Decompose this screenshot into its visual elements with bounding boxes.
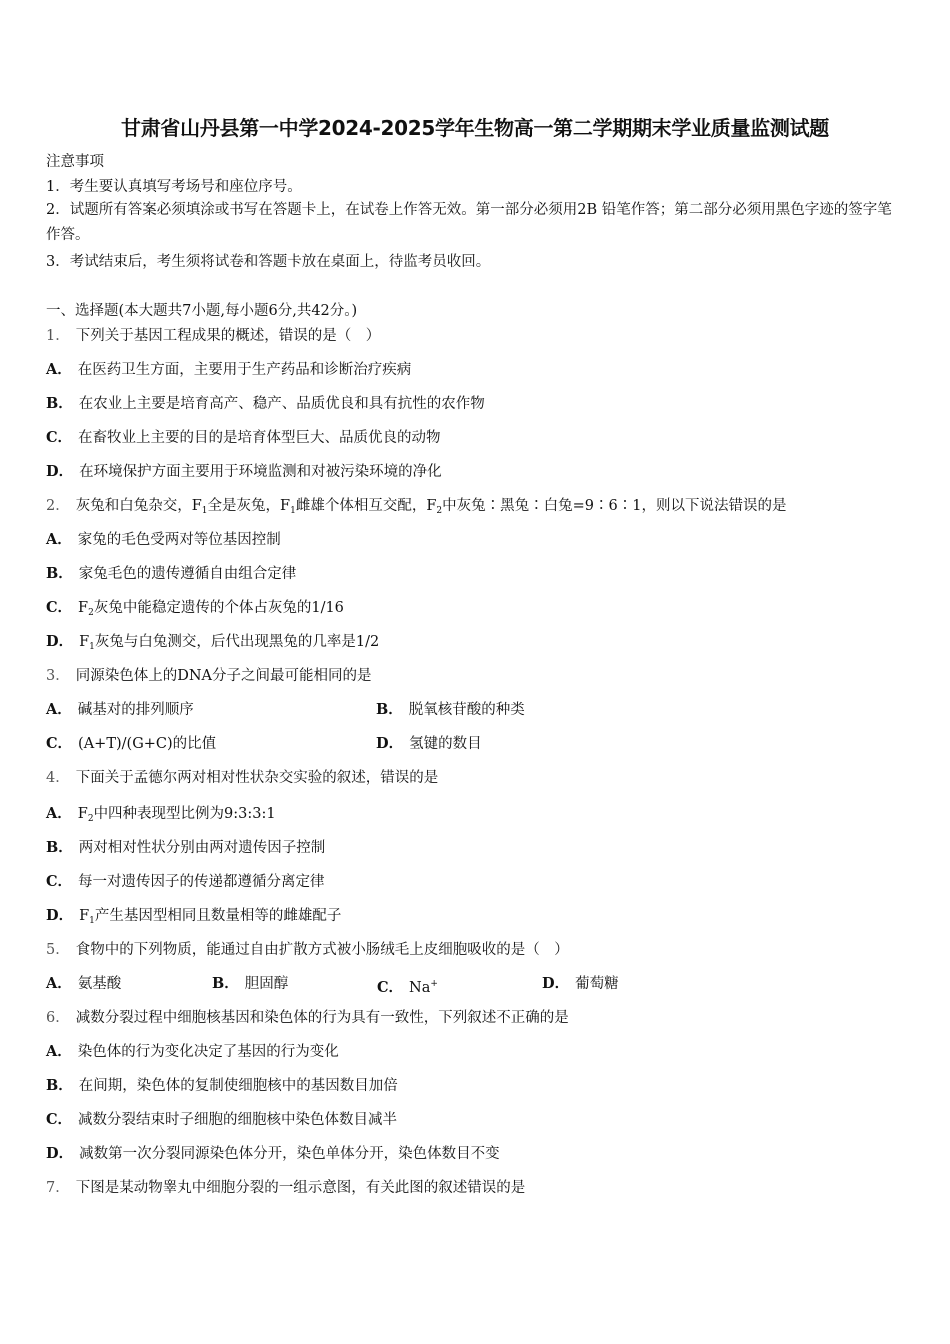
option-b: B． 胆固醇	[212, 975, 289, 992]
notice-heading: 注意事项	[46, 154, 104, 170]
notice-item: 3．考试结束后，考生须将试卷和答题卡放在桌面上，待监考员收回。	[46, 254, 491, 270]
question-number: 6．	[46, 1010, 70, 1026]
option-c: C． 每一对遗传因子的传递都遵循分离定律	[46, 873, 325, 890]
question-6	[46, 1008, 569, 1028]
option-b: B． 脱氧核苷酸的种类	[376, 701, 525, 718]
question-stem: 食物中的下列物质，能通过自由扩散方式被小肠绒毛上皮细胞吸收的是（ ）	[75, 942, 569, 958]
option-d: D． 氢键的数目	[376, 735, 482, 752]
option-d: D． $F_1$灰兔与白兔测交，后代出现黑兔的几率是1/2	[46, 633, 380, 652]
option-b: B． 在农业上主要是培育高产、稳产、品质优良和具有抗性的农作物	[46, 395, 485, 412]
option-d: D． 在环境保护方面主要用于环境监测和对被污染环境的净化	[46, 463, 442, 480]
question-stem: 下列关于基因工程成果的概述，错误的是（ ）	[75, 328, 381, 344]
option-a: A． 染色体的行为变化决定了基因的行为变化	[46, 1043, 339, 1060]
option-d: D． 减数第一次分裂同源染色体分开，染色单体分开，染色体数目不变	[46, 1145, 500, 1162]
question-stem: 下面关于孟德尔两对相对性状杂交实验的叙述，错误的是	[75, 770, 439, 786]
question-number: 3．	[46, 668, 70, 684]
option-row	[46, 734, 906, 754]
question-stem: 同源染色体上的DNA分子之间最可能相同的是	[75, 668, 372, 684]
option-a: A． 家兔的毛色受两对等位基因控制	[46, 531, 281, 548]
notice-item: 2．试题所有答案必须填涂或书写在答题卡上，在试卷上作答无效。第一部分必须用2B 铅笔作答；第二部分必须用黑色字迹的签字笔作答。	[46, 202, 892, 243]
section-heading: 一、选择题(本大题共7小题,每小题6分,共42分。)	[46, 303, 358, 319]
option-c: C． Na+	[377, 979, 438, 996]
question-1	[46, 326, 380, 346]
option-d: D． $F_1$产生基因型相同且数量相等的雌雄配子	[46, 907, 342, 926]
option-c: C． $F_2$灰兔中能稳定遗传的个体占灰兔的1/16	[46, 599, 344, 618]
question-7	[46, 1178, 525, 1198]
option-a: A． 在医药卫生方面，主要用于生产药品和诊断治疗疾病	[46, 361, 412, 378]
option-b: B． 两对相对性状分别由两对遗传因子控制	[46, 839, 326, 856]
notice-item: 1．考生要认真填写考场号和座位序号。	[46, 179, 302, 195]
question-number: 5．	[46, 942, 70, 958]
question-stem: 下图是某动物睾丸中细胞分裂的一组示意图，有关此图的叙述错误的是	[75, 1180, 526, 1196]
option-a: A． 碱基对的排列顺序	[46, 701, 194, 718]
option-a: A． $F_2$中四种表现型比例为9:3:3:1	[46, 805, 276, 824]
question-3	[46, 666, 372, 686]
option-b: B． 在间期，染色体的复制使细胞核中的基因数目加倍	[46, 1077, 398, 1094]
question-number: 4．	[46, 770, 70, 786]
page-title: 甘肃省山丹县第一中学2024-2025学年生物高一第二学期期末学业质量监测试题	[121, 116, 829, 140]
option-c: C． (A+T)/(G+C)的比值	[46, 735, 217, 752]
question-number: 7．	[46, 1180, 70, 1196]
option-b: B． 家兔毛色的遗传遵循自由组合定律	[46, 565, 297, 582]
question-4	[46, 768, 438, 788]
option-row	[46, 974, 906, 994]
question-2: 2． 灰兔和白兔杂交，$F_1$全是灰兔，$F_1$雌雄个体相互交配，$F_2$中灰兔∶黑兔∶白兔=9∶6∶1，则以下说法错误的是	[46, 498, 787, 516]
question-5	[46, 940, 569, 960]
option-c: C． 减数分裂结束时子细胞的细胞核中染色体数目减半	[46, 1111, 398, 1128]
option-d: D． 葡萄糖	[542, 975, 619, 992]
question-number: 2．	[46, 498, 70, 514]
question-number: 1．	[46, 328, 70, 344]
question-stem: 减数分裂过程中细胞核基因和染色体的行为具有一致性，下列叙述不正确的是	[75, 1010, 569, 1026]
option-row	[46, 700, 906, 720]
option-a: A． 氨基酸	[46, 975, 122, 992]
option-c: C． 在畜牧业上主要的目的是培育体型巨大、品质优良的动物	[46, 429, 441, 446]
